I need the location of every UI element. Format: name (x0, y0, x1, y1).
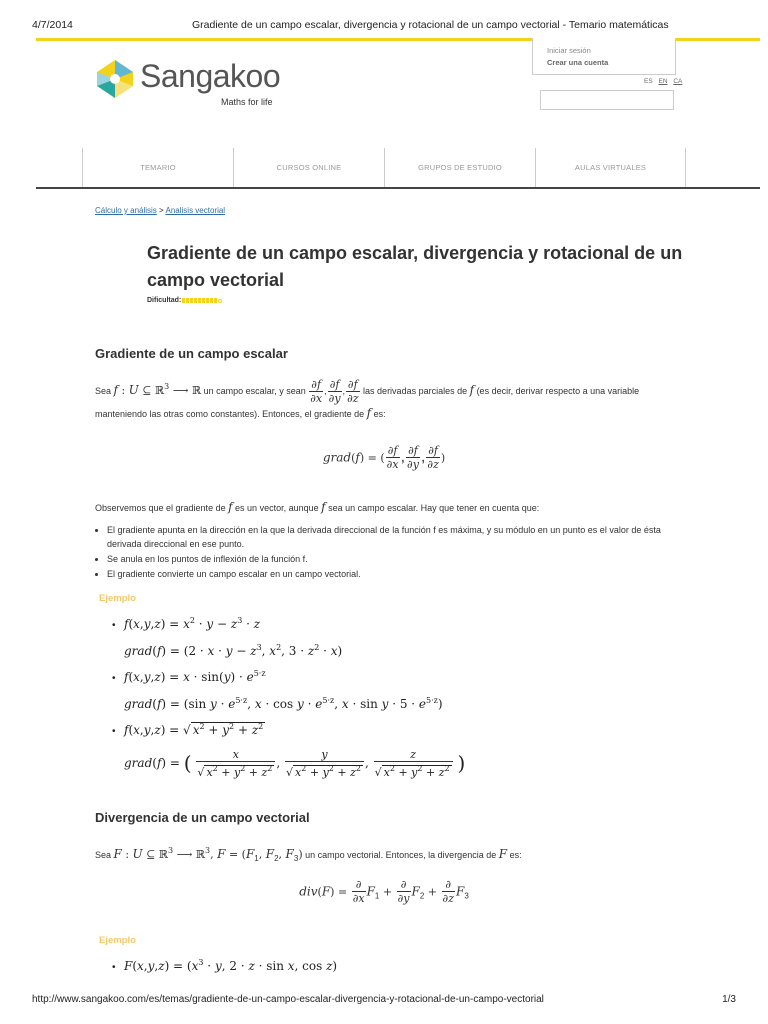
breadcrumb (95, 206, 225, 215)
login-link[interactable]: Iniciar sesión (547, 46, 591, 55)
divergence-formula: div(F) = $\frac{\partial}{\partial x}$ $F_1$ + $\frac{\partial}{\partial y}$ $F_2$ + $\frac{\partial}{\partial z}$ $F_3$ (299, 878, 469, 905)
text-fragment: Sea (95, 385, 114, 396)
math-f: f (469, 382, 475, 397)
language-es[interactable]: ES (644, 78, 653, 85)
nav-cursos-online[interactable]: CURSOS ONLINE (233, 148, 384, 187)
language-switcher (640, 78, 682, 85)
header-accent-rule (36, 38, 532, 41)
example-label[interactable]: Ejemplo (99, 935, 136, 946)
text-fragment: Sea (95, 850, 114, 860)
difficulty-meter (182, 298, 223, 303)
list-item: • Se anula en los puntos de inflexión de la función f. (107, 552, 682, 566)
gradient-intro: Sea f : U ⊆ ℝ$^3$ ⟶ ℝ un campo escalar, y sean $\frac{\partial f}{\partial x}$ , $\frac{\partial f}{\partial y}$ , $\frac{\partial f}{\partial z}$ las derivadas parciales de f (es decir, derivar respecto a una variable manteniendo las otras como constantes). Entonces, el gradiente de f es: (95, 378, 640, 420)
difficulty-segment (194, 298, 197, 303)
nav-aulas-virtuales[interactable]: AULAS VIRTUALES (535, 148, 686, 187)
bullet: • (112, 962, 116, 973)
example-gradient-2: grad(f) = (sin $y \cdot e^{5\cdot z}$, $x \cdot \cos y \cdot e^{5\cdot z}$, $x \cdot \sin y \cdot 5 \cdot e^{5\cdot z}$) (124, 696, 443, 711)
text-fragment: es: (371, 409, 386, 419)
breadcrumb-current[interactable]: Analisis vectorial (165, 206, 226, 215)
list-item: • El gradiente convierte un campo escalar en un campo vectorial. (107, 567, 682, 581)
print-url: http://www.sangakoo.com/es/temas/gradiente-de-un-campo-escalar-divergencia-y-rotacional-de-un-campo-vectorial (32, 994, 544, 1005)
language-ca[interactable]: CA (673, 78, 683, 85)
text-fragment: un campo escalar, y sean (201, 385, 309, 396)
gradient-observation: Observemos que el gradiente de f es un vector, aunque f sea un campo escalar. Hay que tener en cuenta que: (95, 500, 540, 514)
difficulty-segment (190, 298, 193, 303)
fraction: $\frac{\partial f}{\partial z}$ (347, 378, 359, 405)
difficulty-label: Dificultad: (147, 297, 182, 304)
list-item: • El gradiente apunta en la dirección en la que la derivada direccional de la función f es máxima, y su módulo en un punto es el valor de ésta derivada direccional en ese punto. (107, 523, 682, 551)
register-link[interactable]: Crear una cuenta (547, 58, 609, 67)
brand-name[interactable]: Sangakoo (140, 58, 281, 94)
brand-tagline: Maths for life (221, 97, 273, 107)
example-function-1: $f(x,y,z) = x^2 \cdot y - z^3 \cdot z$ (124, 616, 261, 631)
page-title: Gradiente de un campo escalar, divergencia y rotacional de un campo vectorial (147, 243, 683, 290)
nav-grupos-de-estudio[interactable]: GRUPOS DE ESTUDIO (384, 148, 535, 187)
print-date: 4/7/2014 (32, 19, 73, 31)
fraction: $\frac{\partial f}{\partial x}$ (310, 378, 323, 405)
language-en[interactable]: EN (658, 78, 668, 85)
gradient-formula: grad(f) = ( $\frac{\partial f}{\partial x}$ , $\frac{\partial f}{\partial y}$ , $\frac{\partial f}{\partial z}$ ) (322, 444, 446, 471)
text-fragment: un campo vectorial. Entonces, la divergencia de (302, 850, 499, 860)
divergence-intro: Sea F : U ⊆ ℝ$^3$ ⟶ ℝ$^3$, F = (F1, F2, F3) un campo vectorial. Entonces, la divergencia de F es: (95, 846, 522, 863)
fraction: $\frac{\partial f}{\partial y}$ (328, 378, 341, 405)
section-heading-gradient: Gradiente de un campo escalar (95, 346, 288, 361)
main-nav (36, 148, 760, 189)
gradient-properties-list (107, 523, 682, 582)
example-label[interactable]: Ejemplo (99, 593, 136, 604)
example-vector-field: $F(x,y,z) = (x^3 \cdot y$, 2 · z · sin x, cos z) (124, 958, 338, 973)
header-accent-rule-right (676, 38, 760, 41)
example-gradient-3: grad(f) = ( $\frac{x}{√ x^2 + y^2 + z^2}$ , $\frac{y}{√ x^2 + y^2 + z^2}$ , $\frac{z}{√ x^2 + y^2 + z^2}$ ) (124, 748, 466, 779)
bullet: • (112, 726, 116, 737)
search-input[interactable] (540, 90, 674, 110)
difficulty-segment (202, 298, 205, 303)
bullet: • (112, 620, 116, 631)
difficulty-segment (182, 298, 185, 303)
difficulty-segment (186, 298, 189, 303)
print-page-number: 1/3 (722, 994, 736, 1005)
account-box (532, 38, 676, 75)
example-gradient-1: grad(f) = ($2 \cdot x \cdot y - z^3$, $x^2$, $3 \cdot z^2 \cdot x$) (124, 643, 343, 658)
breadcrumb-separator: > (159, 206, 164, 215)
difficulty-segment (218, 299, 222, 303)
difficulty-segment (206, 298, 209, 303)
text-fragment: las derivadas parciales de (360, 385, 470, 396)
text-fragment: sea un campo escalar. Hay que tener en cuenta que: (325, 503, 540, 513)
breadcrumb-parent[interactable]: Cálculo y análisis (95, 206, 157, 215)
sangakoo-logo-icon[interactable] (95, 58, 135, 100)
math-fragment: ⊆ ℝ$^3$ ⟶ ℝ (138, 381, 202, 397)
print-title: Gradiente de un campo escalar, divergencia y rotacional de un campo vectorial - Temario matemáticas (192, 19, 669, 31)
example-function-3: f(x,y,z) = √ $x^2 + y^2 + z^2$ (124, 722, 264, 737)
text-fragment: Observemos que el gradiente de (95, 503, 229, 513)
difficulty-segment (214, 298, 217, 303)
text-fragment: es un vector, aunque (232, 503, 322, 513)
text-fragment: es: (507, 850, 522, 860)
section-heading-divergence: Divergencia de un campo vectorial (95, 810, 310, 825)
difficulty-segment (210, 298, 213, 303)
example-function-2: $f(x,y,z) = x \cdot \sin(y) \cdot e^{5\cdot z}$ (124, 669, 266, 684)
nav-temario[interactable]: TEMARIO (82, 148, 233, 187)
difficulty-segment (198, 298, 201, 303)
bullet: • (112, 673, 116, 684)
math-f-domain: f (113, 382, 118, 397)
text-fragment: (es decir, derivar respecto a una variable manteniendo las otras como constantes). Entonces, el gradiente de (95, 385, 640, 419)
math-fragment: U (128, 382, 139, 397)
math-fragment: : (117, 383, 129, 397)
math-f: f (366, 406, 372, 420)
